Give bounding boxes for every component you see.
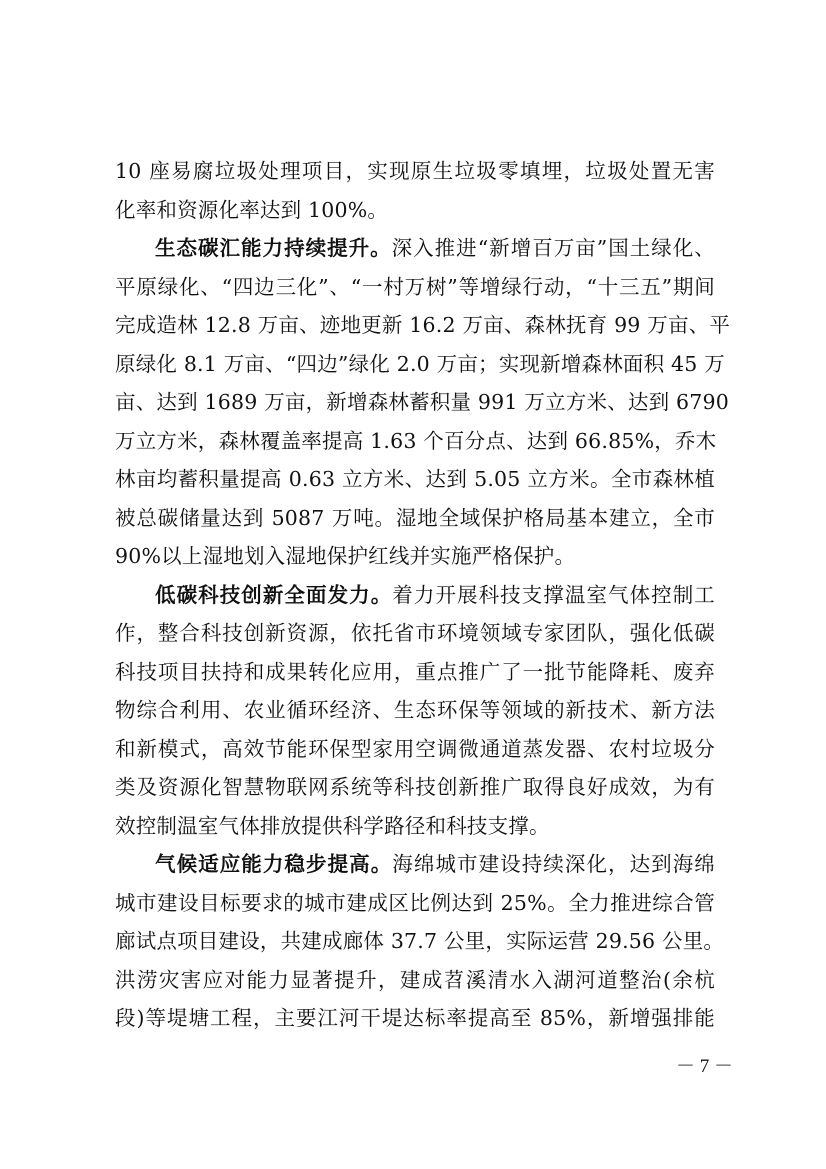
text-line: 类及资源化智慧物联网系统等科技创新推广取得良好成效，为有 — [115, 775, 715, 799]
text-line: 段)等堤塘工程，主要江河干堤达标率提高至 85%，新增强排能 — [115, 1006, 715, 1030]
paragraph-first-line — [155, 845, 715, 883]
page-number: － 7 － — [676, 1056, 734, 1077]
text-line: 和新模式，高效节能环保型家用空调微通道蒸发器、农村垃圾分 — [115, 737, 715, 761]
text-line: 被总碳储量达到 5087 万吨。湿地全域保护格局基本建立，全市 — [115, 506, 715, 530]
paragraph-heading: 生态碳汇能力持续提升。 — [155, 236, 392, 260]
text-run: 海绵城市建设持续深化，达到海绵 — [392, 852, 716, 876]
paragraph-first-line — [155, 229, 715, 267]
text-line: 90%以上湿地划入湿地保护红线并实施严格保护。 — [115, 544, 576, 568]
text-line: 城市建设目标要求的城市建成区比例达到 25%。全力推进综合管 — [115, 891, 715, 915]
paragraph-heading: 低碳科技创新全面发力。 — [155, 583, 393, 607]
text-line: 亩、达到 1689 万亩，新增森林蓄积量 991 万立方米、达到 6790 — [115, 390, 729, 414]
text-line: 廊试点项目建设，共建成廊体 37.7 公里，实际运营 29.56 公里。 — [115, 929, 725, 953]
text-line: 10 座易腐垃圾处理项目，实现原生垃圾零填埋，垃圾处置无害 — [115, 159, 715, 183]
text-line: 万立方米，森林覆盖率提高 1.63 个百分点、达到 66.85%，乔木 — [115, 429, 717, 453]
text-run: 着力开展科技支撑温室气体控制工 — [392, 583, 716, 607]
text-line: 完成造林 12.8 万亩、迹地更新 16.2 万亩、森林抚育 99 万亩、平 — [115, 313, 731, 337]
text-line: 物综合利用、农业循环经济、生态环保等领域的新技术、新方法 — [115, 698, 715, 722]
text-run: 深入推进“新增百万亩”国土绿化、 — [391, 236, 715, 260]
text-line: 效控制温室气体排放提供科学路径和科技支撑。 — [115, 814, 550, 838]
text-line: 平原绿化、“四边三化”、“一村万树”等增绿行动，“十三五”期间 — [115, 275, 715, 299]
text-line: 化率和资源化率达到 100%。 — [115, 198, 389, 222]
text-line: 原绿化 8.1 万亩、“四边”绿化 2.0 万亩；实现新增森林面积 45 万 — [115, 352, 725, 376]
paragraph-heading: 气候适应能力稳步提高。 — [155, 852, 393, 876]
paragraph-first-line — [155, 576, 715, 614]
text-line: 科技项目扶持和成果转化应用，重点推广了一批节能降耗、废弃 — [115, 660, 715, 684]
text-line: 作，整合科技创新资源，依托省市环境领域专家团队，强化低碳 — [115, 621, 715, 645]
text-line: 洪涝灾害应对能力显著提升，建成苕溪清水入湖河道整治(余杭 — [115, 968, 715, 992]
text-line: 林亩均蓄积量提高 0.63 立方米、达到 5.05 立方米。全市森林植 — [115, 467, 715, 491]
